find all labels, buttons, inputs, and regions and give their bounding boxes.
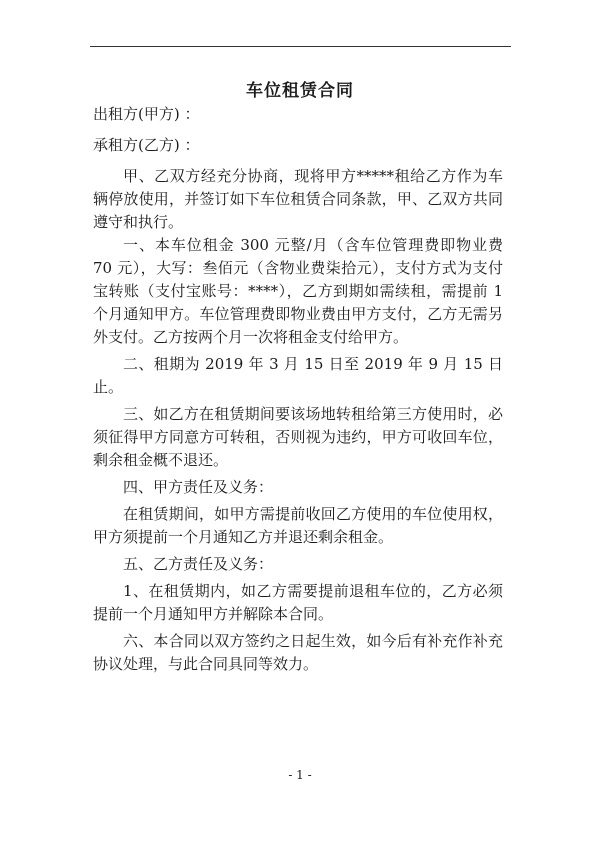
clause-1-rent: 一、本车位租金 300 元整/月（含车位管理费即物业费 70 元），大写：叁佰元（含物业费柒拾元），支付方式为支付宝转账（支付宝账号：****），乙方到期如需续租，需提前 1 个月通知甲方。车位管理费即物业费由甲方支付，乙方无需另外支付。乙方按两个月一次将租金支付给甲方。 bbox=[93, 236, 503, 346]
clause-4-heading: 四、甲方责任及义务： bbox=[123, 478, 274, 496]
clause-5-heading: 五、乙方责任及义务： bbox=[123, 555, 274, 573]
clause-6-effect: 六、本合同以双方签约之日起生效，如今后有补充作补充协议处理，与此合同具同等效力。 bbox=[93, 632, 503, 673]
page-number: - 1 - bbox=[288, 768, 312, 782]
lessee-line: 承租方(乙方) ： bbox=[93, 136, 200, 154]
clause-3-sublease: 三、如乙方在租赁期间要该场地转租给第三方使用时，必须征得甲方同意方可转租，否则视为违约，甲方可收回车位，剩余租金概不退还。 bbox=[93, 405, 503, 469]
lessor-line: 出租方(甲方) ： bbox=[93, 105, 200, 123]
intro-paragraph: 甲、乙双方经充分协商，现将甲方*****租给乙方作为车辆停放使用，并签订如下车位租赁合同条款，甲、乙双方共同遵守和执行。 bbox=[93, 167, 503, 231]
clause-2-term: 二、租期为 2019 年 3 月 15 日至 2019 年 9 月 15 日止。 bbox=[93, 355, 503, 396]
contract-title: 车位租赁合同 bbox=[246, 81, 354, 101]
clause-4-body: 在租赁期间，如甲方需提前收回乙方使用的车位使用权，甲方须提前一个月通知乙方并退还剩余租金。 bbox=[93, 505, 503, 546]
header-rule bbox=[90, 46, 511, 47]
contract-body bbox=[93, 100, 503, 676]
clause-5-body: 1、在租赁期内，如乙方需要提前退租车位的，乙方必须提前一个月通知甲方并解除本合同。 bbox=[93, 582, 503, 623]
